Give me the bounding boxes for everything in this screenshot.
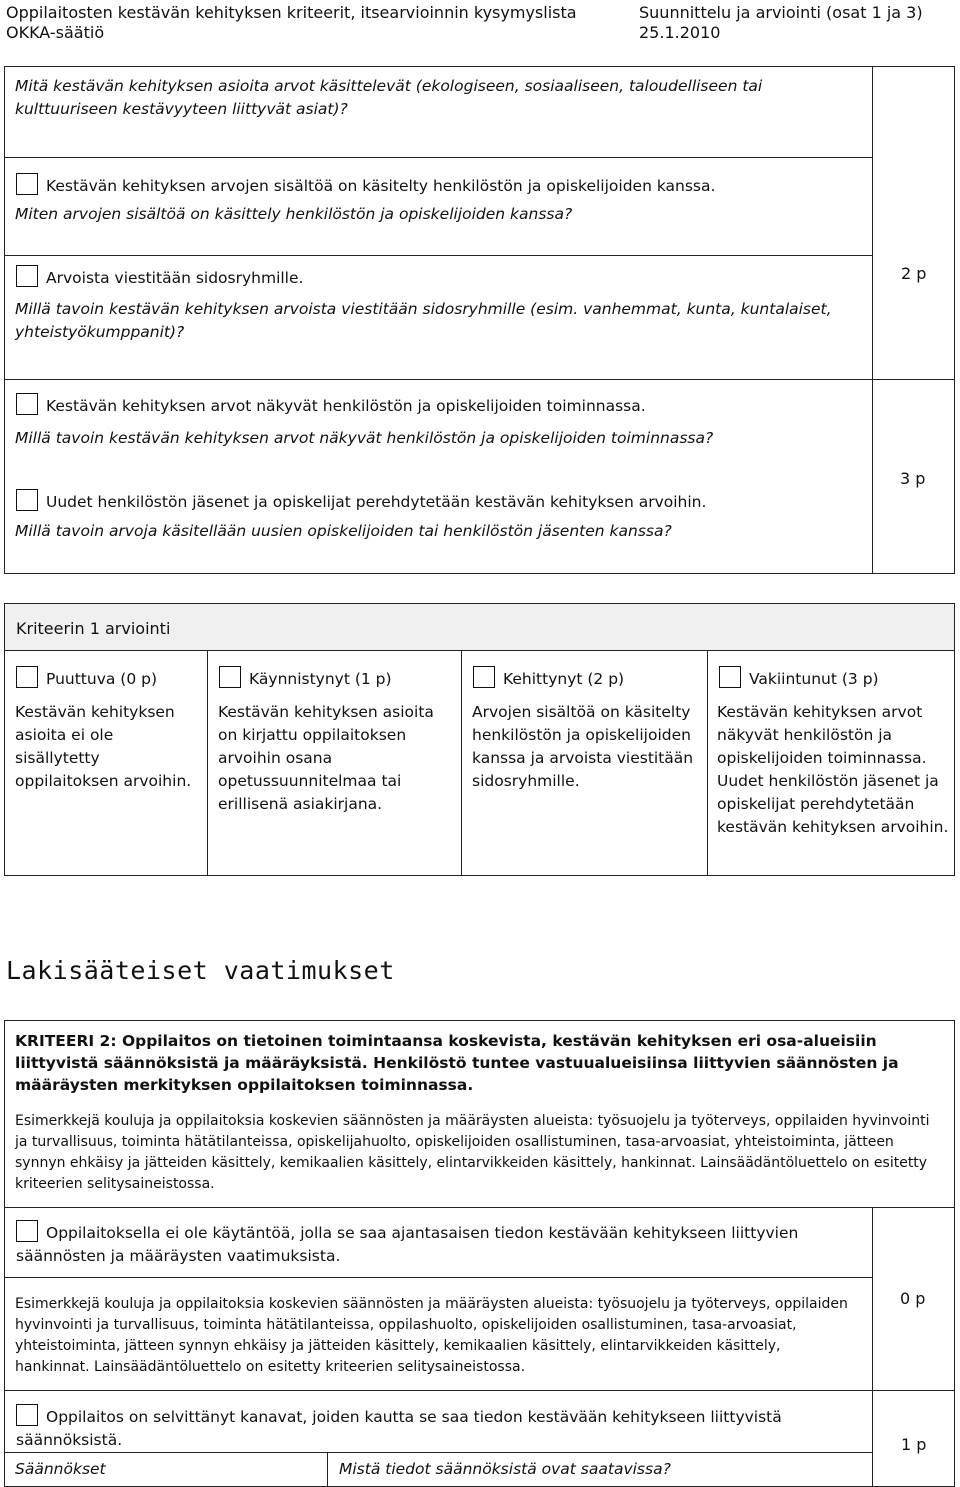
checkbox-row-values-visible[interactable] (16, 393, 866, 418)
checkbox-row-channels[interactable] (16, 1404, 856, 1452)
checkbox-row-values-communicated[interactable] (16, 265, 866, 290)
checkbox-label: Kestävän kehityksen arvojen sisältöä on käsitelty henkilöstön ja opiskelijoiden kanssa. (46, 177, 716, 195)
checkbox-row-no-practice[interactable] (16, 1220, 856, 1268)
values-visible-question: Millä tavoin kestävän kehityksen arvot näkyvät henkilöstön ja opiskelijoiden toiminnassa? (15, 429, 714, 447)
checkbox-row-values-discussed[interactable] (16, 173, 866, 198)
checkbox-label: Arvoista viestitään sidosryhmille. (46, 269, 304, 287)
values-discussed-question: Miten arvojen sisältöä on käsittely henkilöstön ja opiskelijoiden kanssa? (15, 205, 573, 223)
points-0: 0 p (900, 1289, 926, 1308)
values-communicated-question: Millä tavoin kestävän kehityksen arvoista viestitään sidosryhmille (esim. vanhemmat, kunta, kuntalaiset, yhteistyökumppanit)? (15, 300, 832, 341)
checkbox[interactable] (219, 666, 241, 688)
values-question: Mitä kestävän kehityksen asioita arvot käsittelevät (ekologiseen, sosiaaliseen, taloudelliseen tai kulttuuriseen kestävyyteen liittyvät asiat)? (15, 77, 763, 118)
checkbox[interactable] (16, 1404, 38, 1426)
checkbox-label: Kestävän kehityksen arvot näkyvät henkilöstön ja opiskelijoiden toiminnassa. (46, 397, 646, 415)
checkbox-label: Oppilaitos on selvittänyt kanavat, joiden kautta se saa tiedon kestävään kehitykseen liittyvistä säännöksistä. (16, 1408, 782, 1449)
checkbox-label: Oppilaitoksella ei ole käytäntöä, jolla se saa ajantasaisen tiedon kestävään kehitykseen liittyvien säännösten ja määräysten vaatimuksista. (16, 1224, 799, 1265)
level-label: Käynnistynyt (1 p) (249, 670, 392, 688)
level-description: Arvojen sisältöä on käsitelty henkilöstön ja opiskelijoiden kanssa ja arvoista viestitään sidosryhmille. (472, 703, 694, 790)
checkbox-row-orientation[interactable] (16, 489, 866, 514)
checkbox[interactable] (16, 393, 38, 415)
column-source: Mistä tiedot säännöksistä ovat saatavissa? (339, 1460, 671, 1478)
organization: OKKA-säätiö (6, 23, 105, 42)
checkbox[interactable] (16, 1220, 38, 1242)
points-1: 1 p (901, 1435, 927, 1454)
orientation-question: Millä tavoin arvoja käsitellään uusien opiskelijoiden tai henkilöstön jäsenten kanssa? (15, 522, 672, 540)
document-date: 25.1.2010 (639, 23, 721, 42)
checkbox[interactable] (473, 666, 495, 688)
legal-heading: Lakisääteiset vaatimukset (6, 956, 395, 985)
criterion2-examples: Esimerkkejä kouluja ja oppilaitoksia koskevien säännösten ja määräysten alueista: työsuojelu ja työterveys, oppilaiden hyvinvointi ja turvallisuus, toiminta hätätilanteissa, opiskelijahuolto, opiskelijoiden osallistuminen, tasa-arvoasiat, yhteistoiminta, jätteen synnyn ehkäisy ja jätteiden käsittely, kemikaalien käsittely, elintarvikkeiden käsittely, hankinnat. Lainsäädäntöluettelo on esitetty kriteerien selitysaineistossa. (15, 1113, 930, 1192)
level-description: Kestävän kehityksen asioita ei ole sisällytetty oppilaitoksen arvoihin. (15, 703, 192, 790)
level0-examples: Esimerkkejä kouluja ja oppilaitoksia koskevien säännösten ja määräysten alueista: työsuojelu ja työterveys, oppilaiden hyvinvointi ja turvallisuus, toiminta hätätilanteissa, oppilashuolto, opiskelijoiden osallistuminen, tasa-arvoasiat, yhteistoiminta, jätteen synnyn ehkäisy ja jätteiden käsittely, kemikaalien käsittely, elintarvikkeiden käsittely, hankinnat. Lainsäädäntöluettelo on esitetty kriteerien selitysaineistossa. (15, 1296, 848, 1375)
level-developed-option[interactable] (473, 666, 624, 691)
level-label: Vakiintunut (3 p) (749, 670, 879, 688)
document-title: Oppilaitosten kestävän kehityksen kriteerit, itsearvioinnin kysymyslista (6, 3, 577, 22)
level-established-option[interactable] (719, 666, 879, 691)
checkbox-label: Uudet henkilöstön jäsenet ja opiskelijat perehdytetään kestävän kehityksen arvoihin. (46, 493, 707, 511)
level-label: Puuttuva (0 p) (46, 670, 158, 688)
checkbox[interactable] (16, 173, 38, 195)
points-3: 3 p (900, 469, 926, 488)
checkbox[interactable] (16, 489, 38, 511)
criterion2-text: KRITEERI 2: Oppilaitos on tietoinen toimintaansa koskevista, kestävän kehityksen eri osa-alueisiin liittyvistä säännöksistä ja määräyksistä. Henkilöstö tuntee vastuualueisiinsa liittyvien säännösten ja määräysten merkityksen oppilaitoksen toiminnassa. (15, 1032, 899, 1094)
checkbox[interactable] (16, 265, 38, 287)
section-label: Suunnittelu ja arviointi (osat 1 ja 3) (639, 3, 923, 22)
level-missing-option[interactable] (16, 666, 157, 691)
level-description: Kestävän kehityksen arvot näkyvät henkilöstön ja opiskelijoiden toiminnassa. Uudet henkilöstön jäsenet ja opiskelijat perehdytetään kestävän kehityksen arvoihin. (717, 703, 949, 836)
level-label: Kehittynyt (2 p) (503, 670, 625, 688)
assessment-title: Kriteerin 1 arviointi (16, 619, 171, 638)
level-description: Kestävän kehityksen asioita on kirjattu oppilaitoksen arvoihin osana opetussuunnitelmaa tai erillisenä asiakirjana. (218, 703, 434, 813)
checkbox[interactable] (16, 666, 38, 688)
column-regulations: Säännökset (15, 1460, 106, 1478)
points-2: 2 p (901, 264, 927, 283)
level-started-option[interactable] (219, 666, 392, 691)
checkbox[interactable] (719, 666, 741, 688)
